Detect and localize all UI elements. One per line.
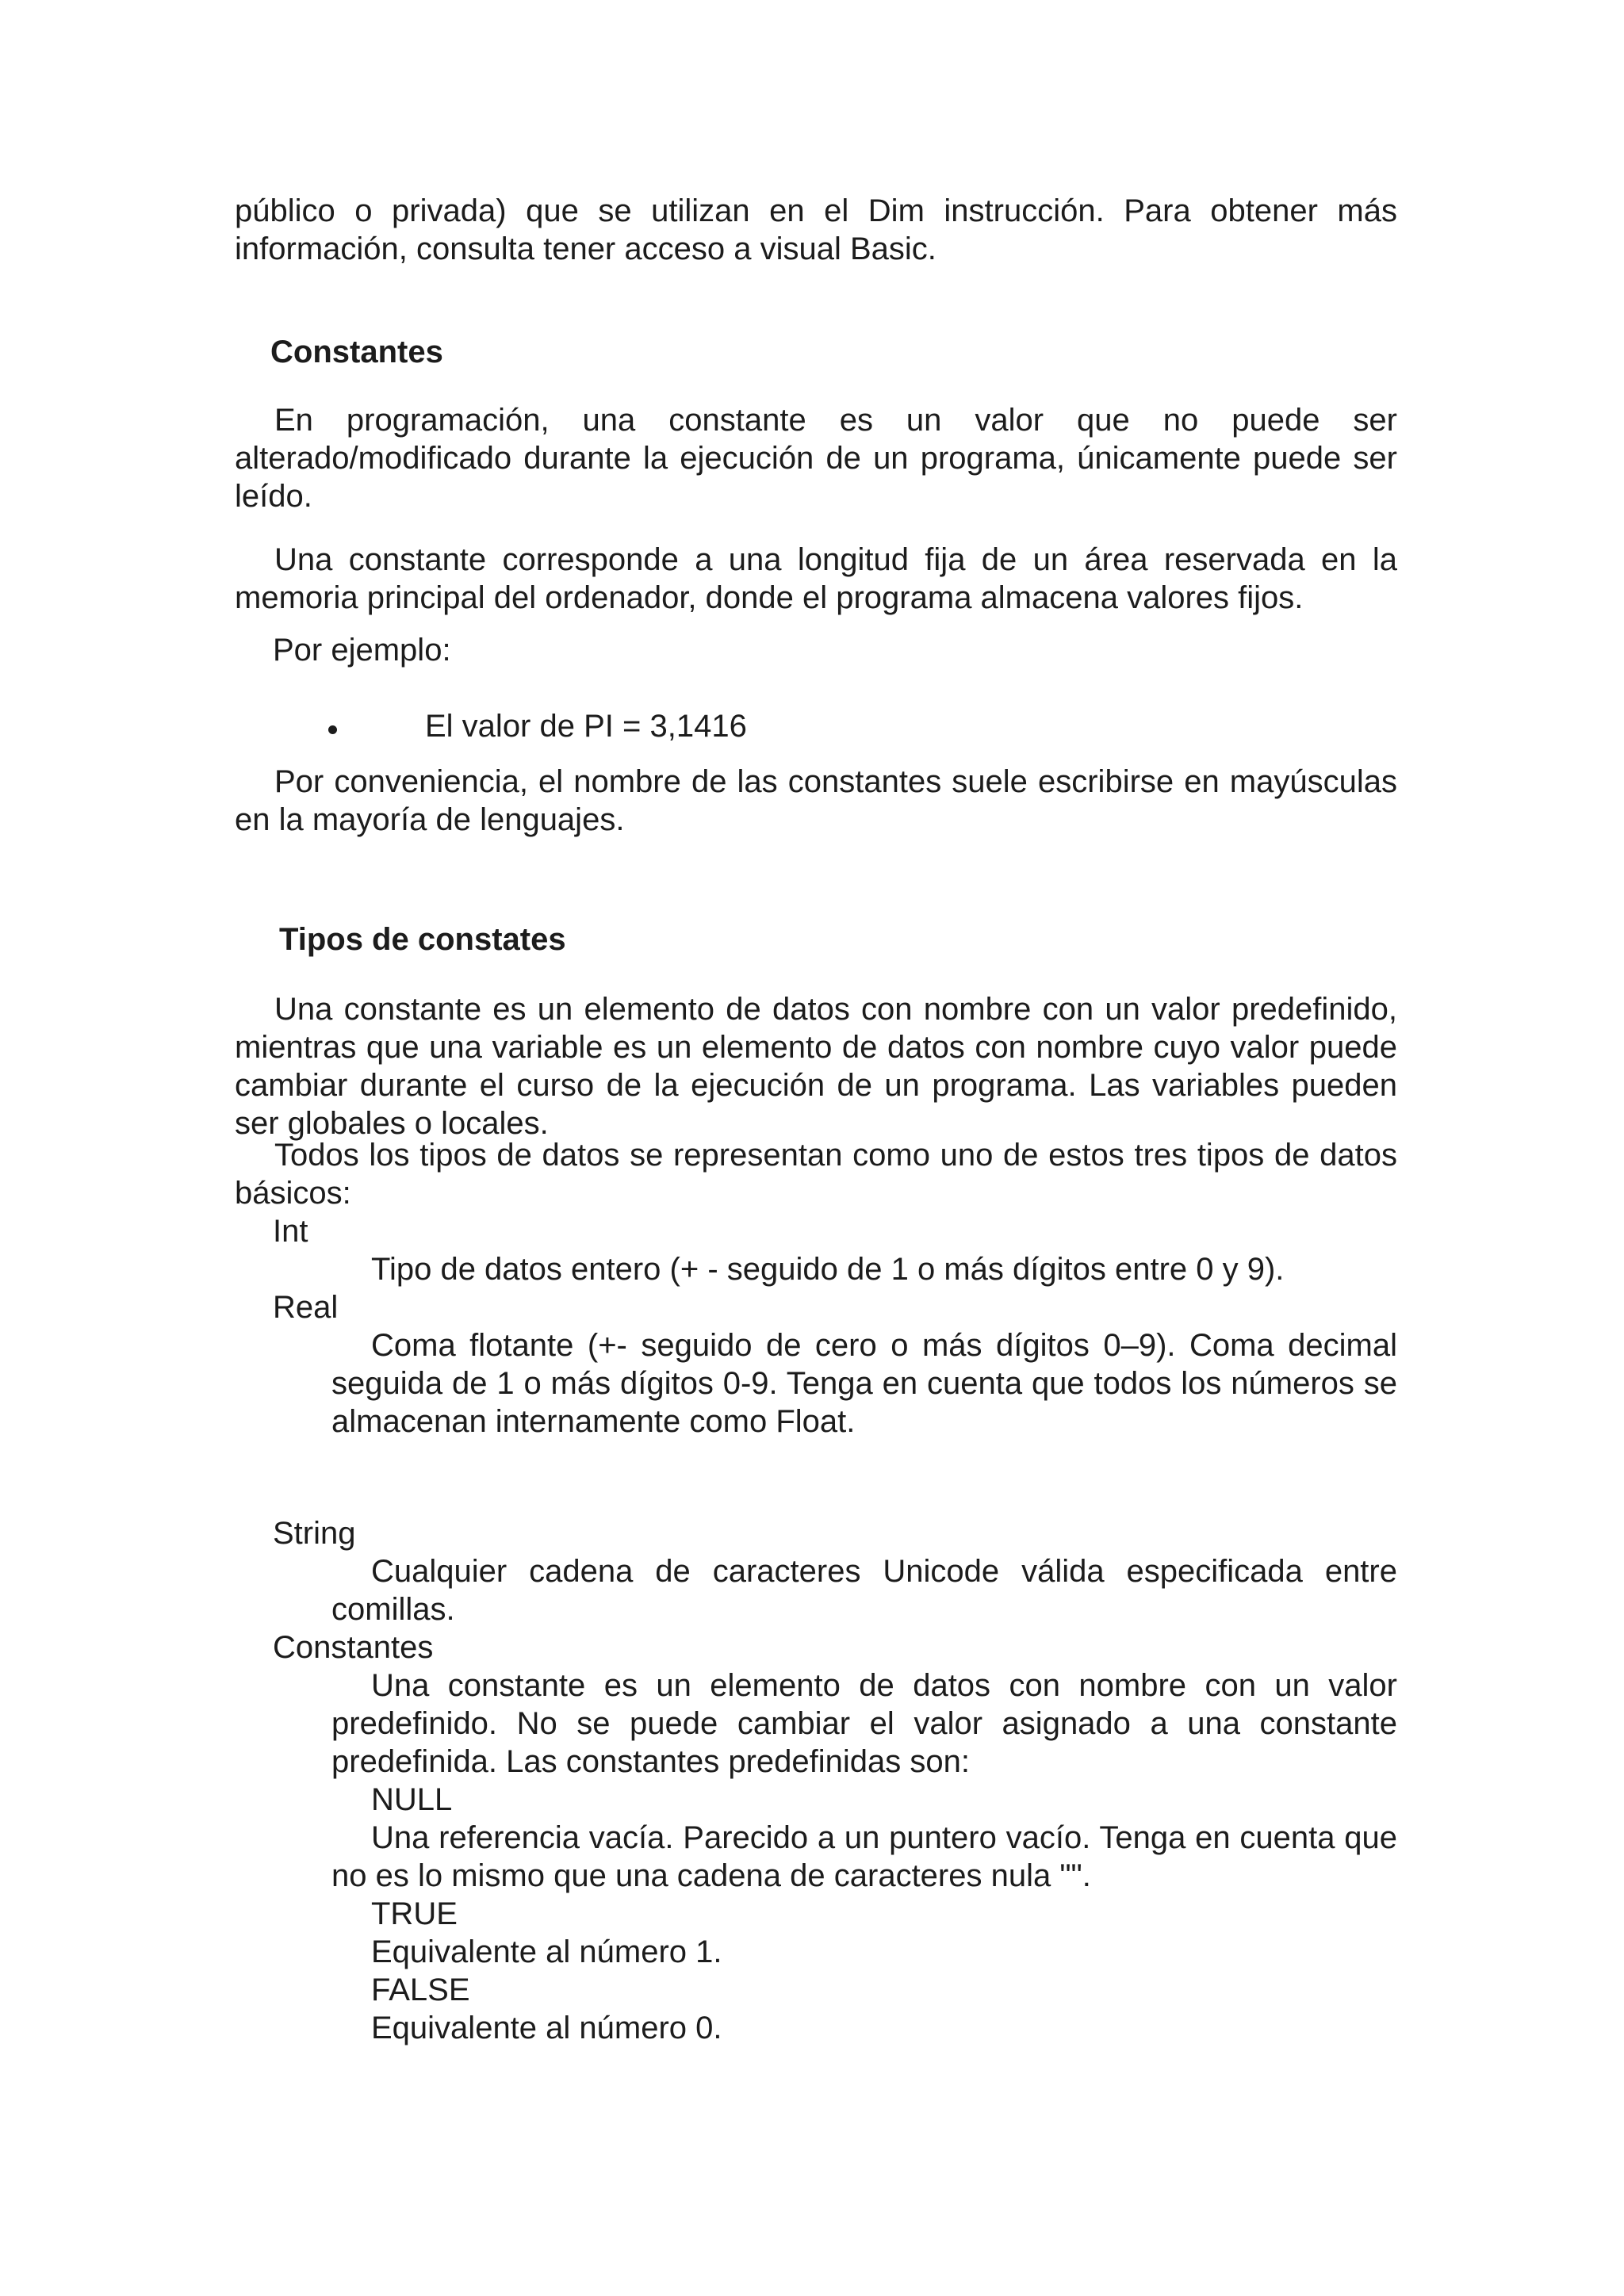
bullet-icon (328, 725, 337, 734)
tipos-paragraph-2: Todos los tipos de datos se representan como uno de estos tres tipos de datos básicos: (235, 1138, 1397, 1211)
constantes-paragraph-3: Por ejemplo: (273, 633, 451, 668)
tipos-paragraph-1: Una constante es un elemento de datos con nombre con un valor predefinido, mientras que una variable es un elemento de datos con nombre cuyo valor puede cambiar durante el curso de la ejecución de un programa. Las variables pueden ser globales o locales. (235, 992, 1397, 1141)
false-label: FALSE (371, 1973, 470, 2007)
null-description: Una referencia vacía. Parecido a un puntero vacío. Tenga en cuenta que no es lo mismo que una cadena de caracteres nula "". (331, 1820, 1397, 1893)
int-description: Tipo de datos entero (+ - seguido de 1 o más dígitos entre 0 y 9). (371, 1252, 1285, 1287)
false-description: Equivalente al número 0. (371, 2011, 722, 2045)
string-label: String (273, 1516, 356, 1551)
real-description: Coma flotante (+- seguido de cero o más dígitos 0–9). Coma decimal seguida de 1 o más dígitos 0-9. Tenga en cuenta que todos los números se almacenan internamente como Float. (331, 1328, 1397, 1439)
intro-paragraph: público o privada) que se utilizan en el Dim instrucción. Para obtener más información, consulta tener acceso a visual Basic. (235, 193, 1397, 266)
constantes-paragraph-2: Una constante corresponde a una longitud fija de un área reservada en la memoria principal del ordenador, donde el programa almacena valores fijos. (235, 542, 1397, 615)
true-description: Equivalente al número 1. (371, 1934, 722, 1969)
heading-constantes: Constantes (270, 335, 443, 369)
real-label: Real (273, 1290, 339, 1325)
string-description: Cualquier cadena de caracteres Unicode válida especificada entre comillas. (331, 1554, 1397, 1627)
true-label: TRUE (371, 1896, 458, 1931)
bullet-item: El valor de PI = 3,1416 (425, 709, 747, 744)
constantes-label: Constantes (273, 1630, 434, 1665)
int-label: Int (273, 1214, 308, 1249)
constantes-description: Una constante es un elemento de datos con nombre con un valor predefinido. No se puede cambiar el valor asignado a una constante predefinida. Las constantes predefinidas son: (331, 1668, 1397, 1779)
null-label: NULL (371, 1782, 453, 1817)
constantes-paragraph-1: En programación, una constante es un valor que no puede ser alterado/modificado durante la ejecución de un programa, únicamente puede ser leído. (235, 403, 1397, 514)
constantes-paragraph-4: Por conveniencia, el nombre de las constantes suele escribirse en mayúsculas en la mayoría de lenguajes. (235, 764, 1397, 837)
heading-tipos-de-constates: Tipos de constates (279, 922, 566, 957)
